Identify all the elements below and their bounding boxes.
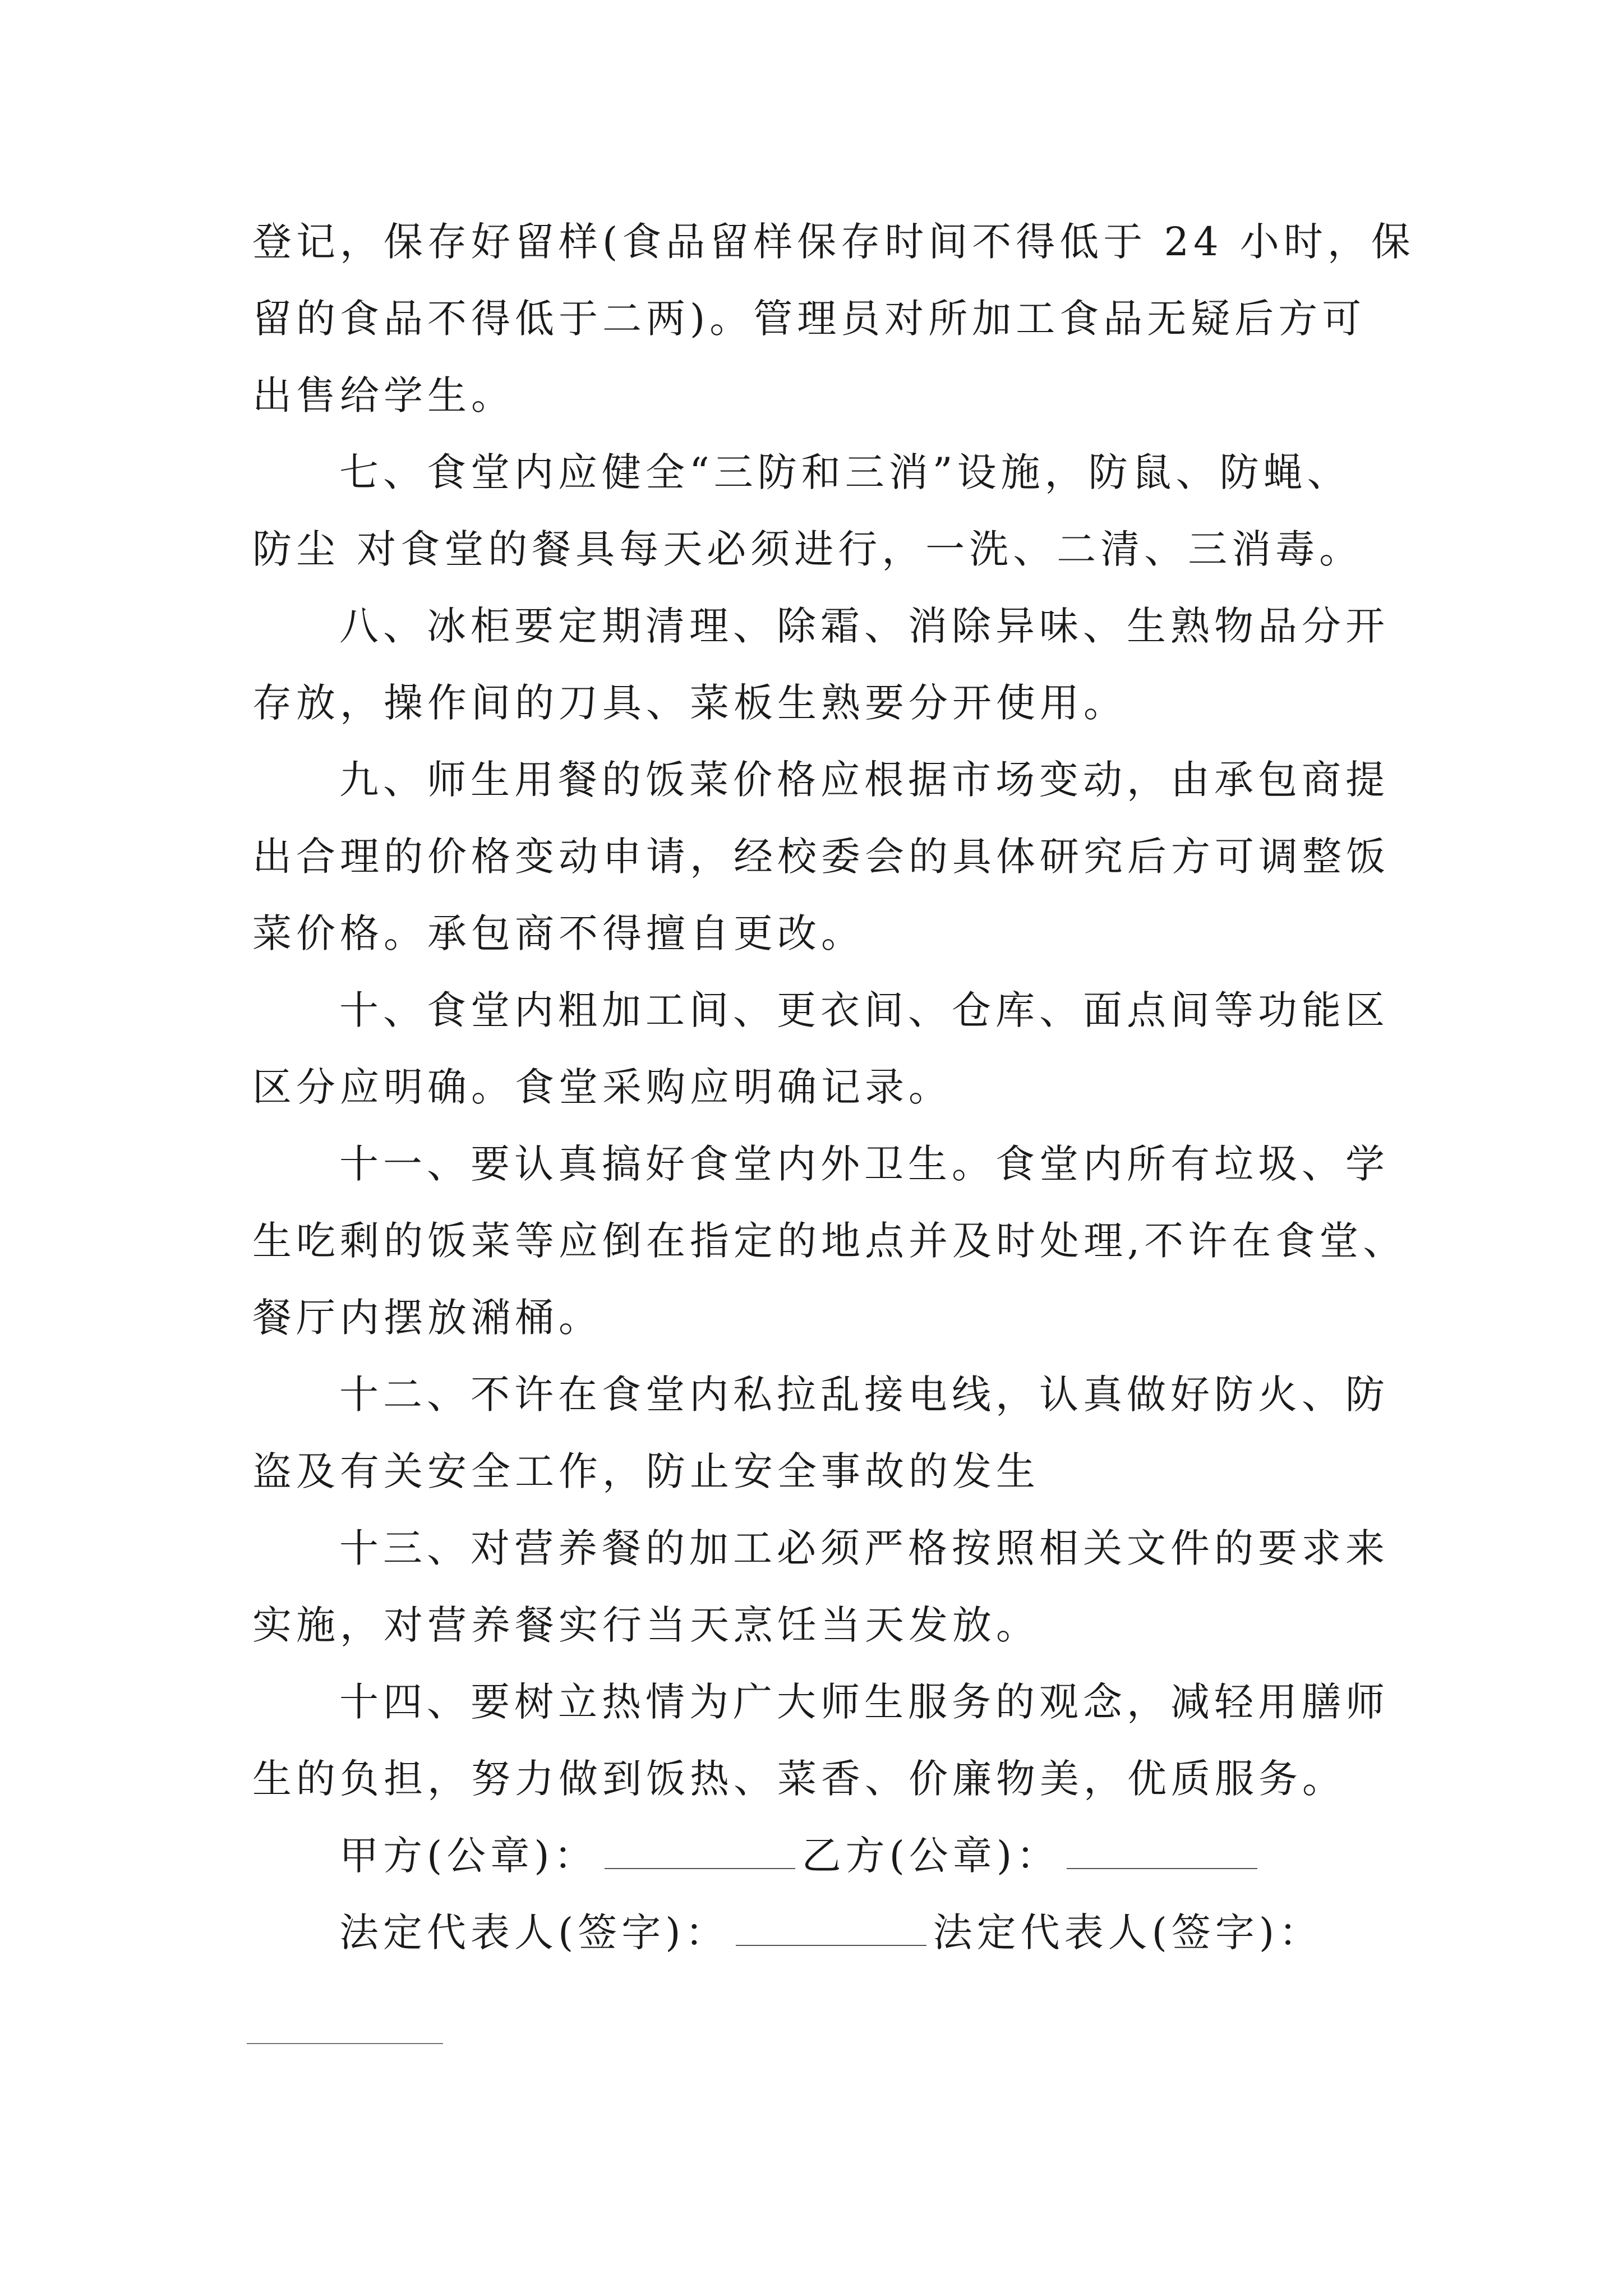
signature-line-representatives [339,1910,1323,1955]
text-line: 出售给学生。 [252,372,515,418]
party-b-seal-label: 乙方(公章)： [801,1833,1061,1879]
party-a-seal-blank [605,1837,795,1869]
footnote-divider [247,2043,443,2044]
text-line: 八、冰柜要定期清理、除霜、消除异味、生熟物品分开 [339,603,1389,649]
text-line: 出合理的价格变动申请，经校委会的具体研究后方可调整饭 [252,834,1390,880]
signature-line-seals [339,1833,1264,1879]
text-line: 十二、不许在食堂内私拉乱接电线，认真做好防火、防 [339,1372,1389,1418]
text-line: 生的负担，努力做到饭热、菜香、价廉物美，优质服务。 [252,1756,1346,1802]
text-line: 十一、要认真搞好食堂内外卫生。食堂内所有垃圾、学 [339,1141,1389,1187]
text-line: 生吃剩的饭菜等应倒在指定的地点并及时处理,不许在食堂、 [252,1218,1407,1264]
text-line: 防尘 对食堂的餐具每天必须进行，一洗、二清、三消毒。 [252,526,1363,572]
rep-a-label: 法定代表人(签字)： [339,1910,729,1955]
text-line: 区分应明确。食堂采购应明确记录。 [252,1064,952,1110]
text-line: 盗及有关安全工作，防止安全事故的发生 [252,1448,1040,1494]
party-b-seal-blank [1067,1837,1257,1869]
party-a-seal-label: 甲方(公章)： [339,1833,598,1879]
rep-b-label: 法定代表人(签字)： [933,1910,1323,1955]
rep-a-signature-blank [736,1913,926,1946]
text-line: 七、食堂内应健全“三防和三消”设施，防鼠、防蝇、 [339,449,1351,495]
text-line: 登记，保存好留样(食品留样保存时间不得低于 24 小时，保 [252,219,1415,265]
text-line: 实施，对营养餐实行当天烹饪当天发放。 [252,1602,1040,1648]
text-line: 餐厅内摆放潲桶。 [252,1295,602,1341]
text-line: 九、师生用餐的饭菜价格应根据市场变动，由承包商提 [339,757,1389,803]
text-line: 存放，操作间的刀具、菜板生熟要分开使用。 [252,680,1127,726]
text-line: 留的食品不得低于二两)。管理员对所加工食品无疑后方可 [252,296,1366,342]
text-line: 十四、要树立热情为广大师生服务的观念，减轻用膳师 [339,1679,1389,1725]
text-line: 菜价格。承包商不得擅自更改。 [252,910,865,956]
text-line: 十、食堂内粗加工间、更衣间、仓库、面点间等功能区 [339,987,1389,1033]
text-line: 十三、对营养餐的加工必须严格按照相关文件的要求来 [339,1525,1389,1571]
